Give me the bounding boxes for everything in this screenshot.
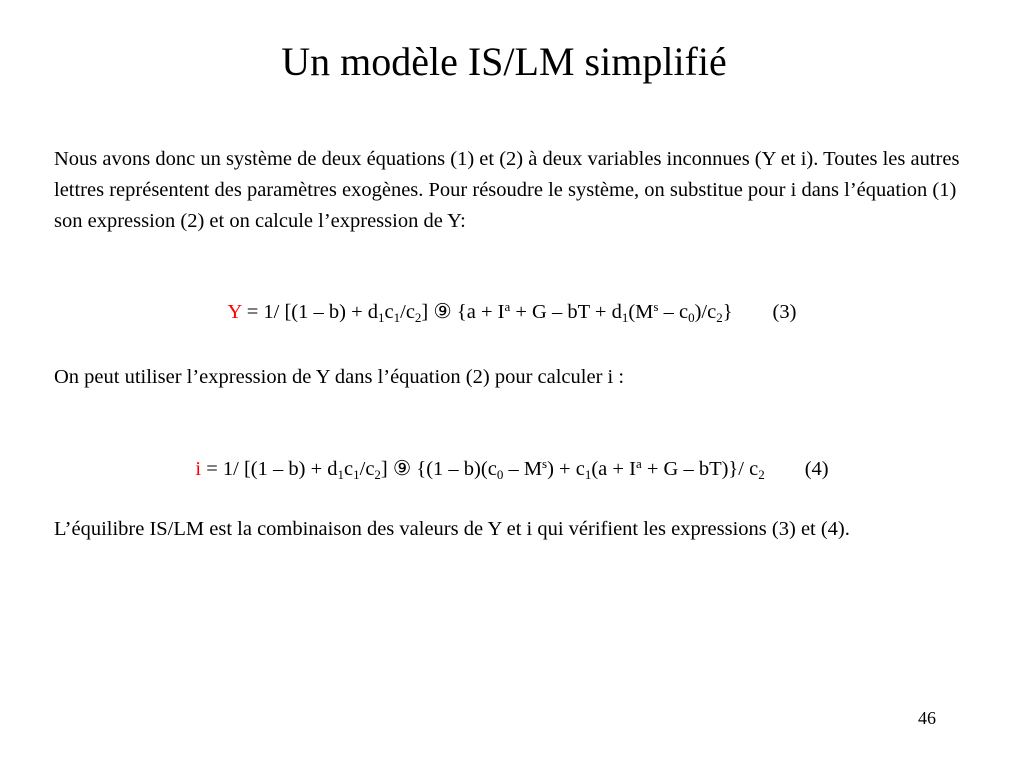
intro-paragraph: Nous avons donc un système de deux équations (1) et (2) à deux variables inconnues (Y et i). Toutes les autres lettres représentent des paramètres exogènes. Pour résoudre le système, on substitue pour i dans l’équation (1) son expression (2) et on calcule l’expression de Y: [54,148,960,232]
symbol-glyph: ⑨ [392,458,412,480]
equation-3-lhs: Y [227,301,242,323]
equation-3: Y = 1/ $[(1 - b) + d_1c_1/c_2]$ ⑨ {$a + I^a + G$ – bT + $d_1(M^s - c_0)/c_2$} (3) [227,299,797,325]
equation-4-number: (4) [804,458,829,480]
page-number: 46 [918,708,936,728]
symbol-glyph: ⑨ [433,301,452,323]
page-title: Un modèle IS/LM simplifié [281,39,727,84]
conclusion-paragraph: L’équilibre IS/LM est la combinaison des valeurs de Y et i qui vérifient les expressions (3) et (4). [54,518,850,540]
equation-4-lhs: i [195,458,202,480]
equation-3-number: (3) [772,301,797,323]
transition-paragraph: On peut utiliser l’expression de Y dans l’équation (2) pour calculer i : [54,366,625,388]
equation-4: i = 1/ $[(1 - b) + d_1c_1/c_2]$ ⑨ $\{(1 - b)(c_0 - M^s) + c_1(a + I^a + G - bT)\}/$ $c_2$ (4) [195,456,829,482]
